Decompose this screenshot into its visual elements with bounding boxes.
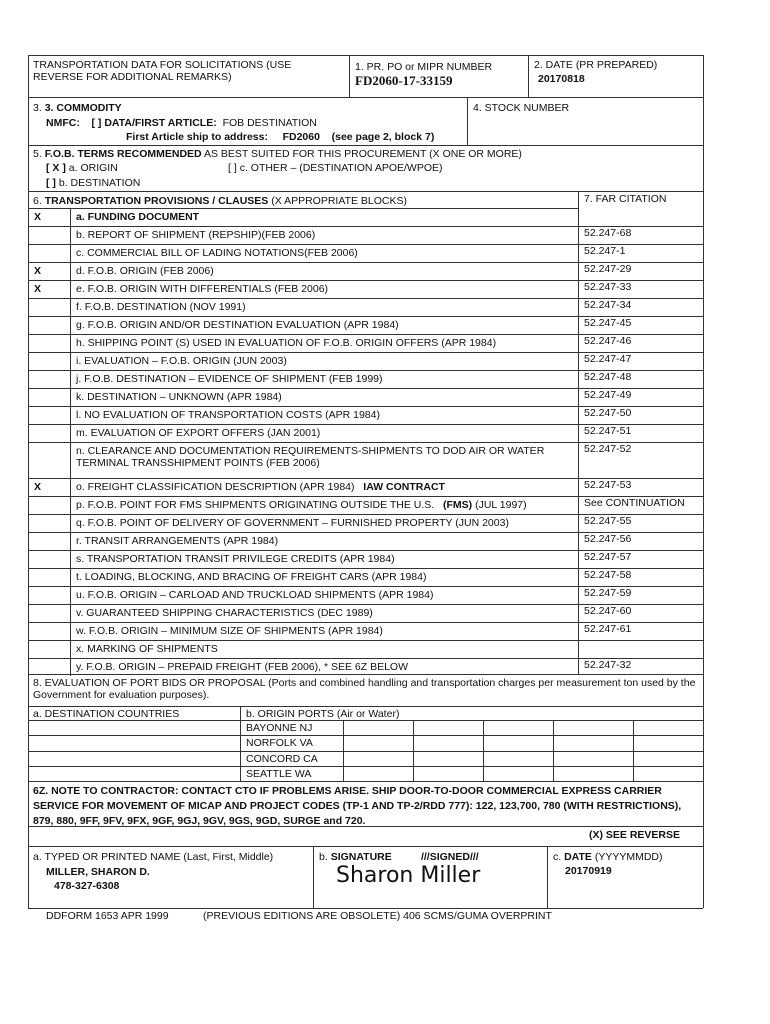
clause-extra: (FMS) <box>442 499 473 511</box>
footer-note: (PREVIOUS EDITIONS ARE OBSOLETE) 406 SCMS/GUMA OVERPRINT <box>203 910 552 922</box>
row-mark[interactable]: X <box>34 481 42 493</box>
clause-text: g. F.O.B. ORIGIN AND/OR DESTINATION EVALUATION (APR 1984) <box>76 319 399 331</box>
signature-value: Sharon Miller <box>336 863 481 888</box>
form-number: DDFORM 1653 APR 1999 <box>46 910 169 922</box>
far-citation: 52.247-51 <box>584 425 632 437</box>
date-prepared-value: 20170818 <box>538 73 585 85</box>
typed-name-value: MILLER, SHARON D. <box>46 866 150 878</box>
nmfc-line: NMFC: [ ] DATA/FIRST ARTICLE: FOB DESTINATION <box>46 117 317 129</box>
far-citation: 52.247-33 <box>584 281 632 293</box>
row-mark[interactable]: X <box>34 283 42 295</box>
far-citation: 52.247-57 <box>584 551 632 563</box>
clause-text: a. FUNDING DOCUMENT <box>76 211 200 223</box>
clause-text: n. CLEARANCE AND DOCUMENTATION REQUIREMENTS-SHIPMENTS TO DOD AIR OR WATER TERMINAL TRANSSHIPMENT POINTS (FEB 2006) <box>76 445 545 469</box>
fob-destination-option[interactable]: [ ] b. DESTINATION <box>46 177 141 189</box>
clause-text: k. DESTINATION – UNKNOWN (APR 1984) <box>76 391 282 403</box>
far-citation: 52.247-59 <box>584 587 632 599</box>
clause-text-cont: TERMINAL TRANSSHIPMENT POINTS (FEB 2006) <box>76 457 320 469</box>
origin-port: BAYONNE NJ <box>246 722 313 734</box>
far-citation: 52.247-68 <box>584 227 632 239</box>
clause-text: x. MARKING OF SHIPMENTS <box>76 643 218 655</box>
origin-ports-label: b. ORIGIN PORTS (Air or Water) <box>246 708 400 720</box>
fob-other-option[interactable]: [ ] c. OTHER – (DESTINATION APOE/WPOE) <box>228 162 443 174</box>
far-citation: 52.247-53 <box>584 479 632 491</box>
far-citation: 52.247-58 <box>584 569 632 581</box>
fob-terms-label: 5. F.O.B. TERMS RECOMMENDED AS BEST SUITED FOR THIS PROCUREMENT (X ONE OR MORE) <box>33 148 522 160</box>
far-citation: 52.247-45 <box>584 317 632 329</box>
clause-text: i. EVALUATION – F.O.B. ORIGIN (JUN 2003) <box>76 355 287 367</box>
row-mark[interactable]: X <box>34 211 42 223</box>
fob-origin-option[interactable]: [ X ] a. ORIGIN <box>46 162 118 174</box>
phone-number: 478-327-6308 <box>54 880 120 892</box>
clause-text: l. NO EVALUATION OF TRANSPORTATION COSTS (APR 1984) <box>76 409 380 421</box>
clause-text: t. LOADING, BLOCKING, AND BRACING OF FREIGHT CARS (APR 1984) <box>76 571 427 583</box>
far-citation: 52.247-52 <box>584 443 632 455</box>
clause-text: y. F.O.B. ORIGIN – PREPAID FREIGHT (FEB 2006), * SEE 6Z BELOW <box>76 661 408 673</box>
see-reverse: (X) SEE REVERSE <box>589 829 681 841</box>
clause-text: r. TRANSIT ARRANGEMENTS (APR 1984) <box>76 535 279 547</box>
provisions-label: 6. TRANSPORTATION PROVISIONS / CLAUSES (X APPROPRIATE BLOCKS) <box>33 195 408 207</box>
clause-text: e. F.O.B. ORIGIN WITH DIFFERENTIALS (FEB 2006) <box>76 283 329 295</box>
clause-text: v. GUARANTEED SHIPPING CHARACTERISTICS (DEC 1989) <box>76 607 373 619</box>
clause-text: o. FREIGHT CLASSIFICATION DESCRIPTION (APR 1984) IAW CONTRACT <box>76 481 445 493</box>
first-article-line: First Article ship to address: FD2060 (see page 2, block 7) <box>126 131 435 143</box>
pr-number-value: FD2060-17-33159 <box>355 73 453 88</box>
clause-text: w. F.O.B. ORIGIN – MINIMUM SIZE OF SHIPMENTS (APR 1984) <box>76 625 383 637</box>
destination-countries-label: a. DESTINATION COUNTRIES <box>33 708 180 720</box>
origin-port: SEATTLE WA <box>246 767 312 780</box>
signature-label: b. SIGNATURE ///SIGNED/// <box>319 851 479 863</box>
far-citation: 52.247-46 <box>584 335 632 347</box>
transportation-data-form <box>28 55 703 908</box>
stock-number-label: 4. STOCK NUMBER <box>473 102 570 114</box>
clause-text: m. EVALUATION OF EXPORT OFFERS (JAN 2001) <box>76 427 321 439</box>
far-citation: 52.247-55 <box>584 515 632 527</box>
evaluation-text: 8. EVALUATION OF PORT BIDS OR PROPOSAL (Ports and combined handling and transportation charges per measurement ton used by the Government for evaluation purposes). <box>33 677 696 701</box>
far-citation: 52.247-29 <box>584 263 632 275</box>
clause-text: h. SHIPPING POINT (S) USED IN EVALUATION OF F.O.B. ORIGIN OFFERS (APR 1984) <box>76 337 497 349</box>
far-citation: 52.247-56 <box>584 533 632 545</box>
pr-number-label: 1. PR. PO or MIPR NUMBER <box>355 61 493 73</box>
far-citation: 52.247-49 <box>584 389 632 401</box>
typed-name-label: a. TYPED OR PRINTED NAME (Last, First, Middle) <box>33 851 274 863</box>
origin-port: CONCORD CA <box>246 752 318 765</box>
far-citation: 52.247-1 <box>584 245 626 257</box>
clause-text: d. F.O.B. ORIGIN (FEB 2006) <box>76 265 214 277</box>
clause-text: b. REPORT OF SHIPMENT (REPSHIP)(FEB 2006) <box>76 229 316 241</box>
far-citation-label: 7. FAR CITATION <box>584 193 667 205</box>
clause-text: c. COMMERCIAL BILL OF LADING NOTATIONS(FEB 2006) <box>76 247 358 259</box>
clause-text: j. F.O.B. DESTINATION – EVIDENCE OF SHIPMENT (FEB 1999) <box>76 373 383 385</box>
clause-text: u. F.O.B. ORIGIN – CARLOAD AND TRUCKLOAD SHIPMENTS (APR 1984) <box>76 589 434 601</box>
clause-text: s. TRANSPORTATION TRANSIT PRIVILEGE CREDITS (APR 1984) <box>76 553 395 565</box>
far-citation: 52.247-50 <box>584 407 632 419</box>
commodity-label: 3. 3. COMMODITY <box>33 102 122 114</box>
contractor-note: 6Z. NOTE TO CONTRACTOR: CONTACT CTO IF PROBLEMS ARISE. SHIP DOOR-TO-DOOR COMMERCIAL EXPRESS CARRIER SERVICE FOR MOVEMENT OF MICAP AND PROJECT CODES (TP-1 AND TP-2/RDD 777): 122, 123,700, 780 (WITH RESTRICTIONS), 879, 880, 9FF, 9FV, 9FX, 9GF, 9GJ, 9GV, 9GS, 9GD, SURGE and 720. <box>33 785 682 827</box>
far-citation: See CONTINUATION <box>584 497 685 509</box>
far-citation: 52.247-47 <box>584 353 632 365</box>
clause-text: p. F.O.B. POINT FOR FMS SHIPMENTS ORIGINATING OUTSIDE THE U.S. (FMS) (JUL 1997) <box>76 499 527 511</box>
far-citation: 52.247-61 <box>584 623 632 635</box>
far-citation: 52.247-48 <box>584 371 632 383</box>
far-citation: 52.247-34 <box>584 299 632 311</box>
row-mark[interactable]: X <box>34 265 42 277</box>
clause-text: f. F.O.B. DESTINATION (NOV 1991) <box>76 301 246 313</box>
far-citation: 52.247-60 <box>584 605 632 617</box>
far-citation: 52.247-32 <box>584 659 632 671</box>
signature-date-label: c. DATE (YYYYMMDD) <box>553 851 663 863</box>
date-prepared-label: 2. DATE (PR PREPARED) <box>534 59 658 71</box>
signature-date-value: 20170919 <box>565 865 612 877</box>
origin-port: NORFOLK VA <box>246 737 313 750</box>
clause-extra: IAW CONTRACT <box>363 481 445 493</box>
transport-title: TRANSPORTATION DATA FOR SOLICITATIONS (USE REVERSE FOR ADDITIONAL REMARKS) <box>33 59 292 83</box>
clause-text: q. F.O.B. POINT OF DELIVERY OF GOVERNMENT – FURNISHED PROPERTY (JUN 2003) <box>76 517 509 529</box>
clause-extra-date: (JUL 1997) <box>475 499 527 511</box>
